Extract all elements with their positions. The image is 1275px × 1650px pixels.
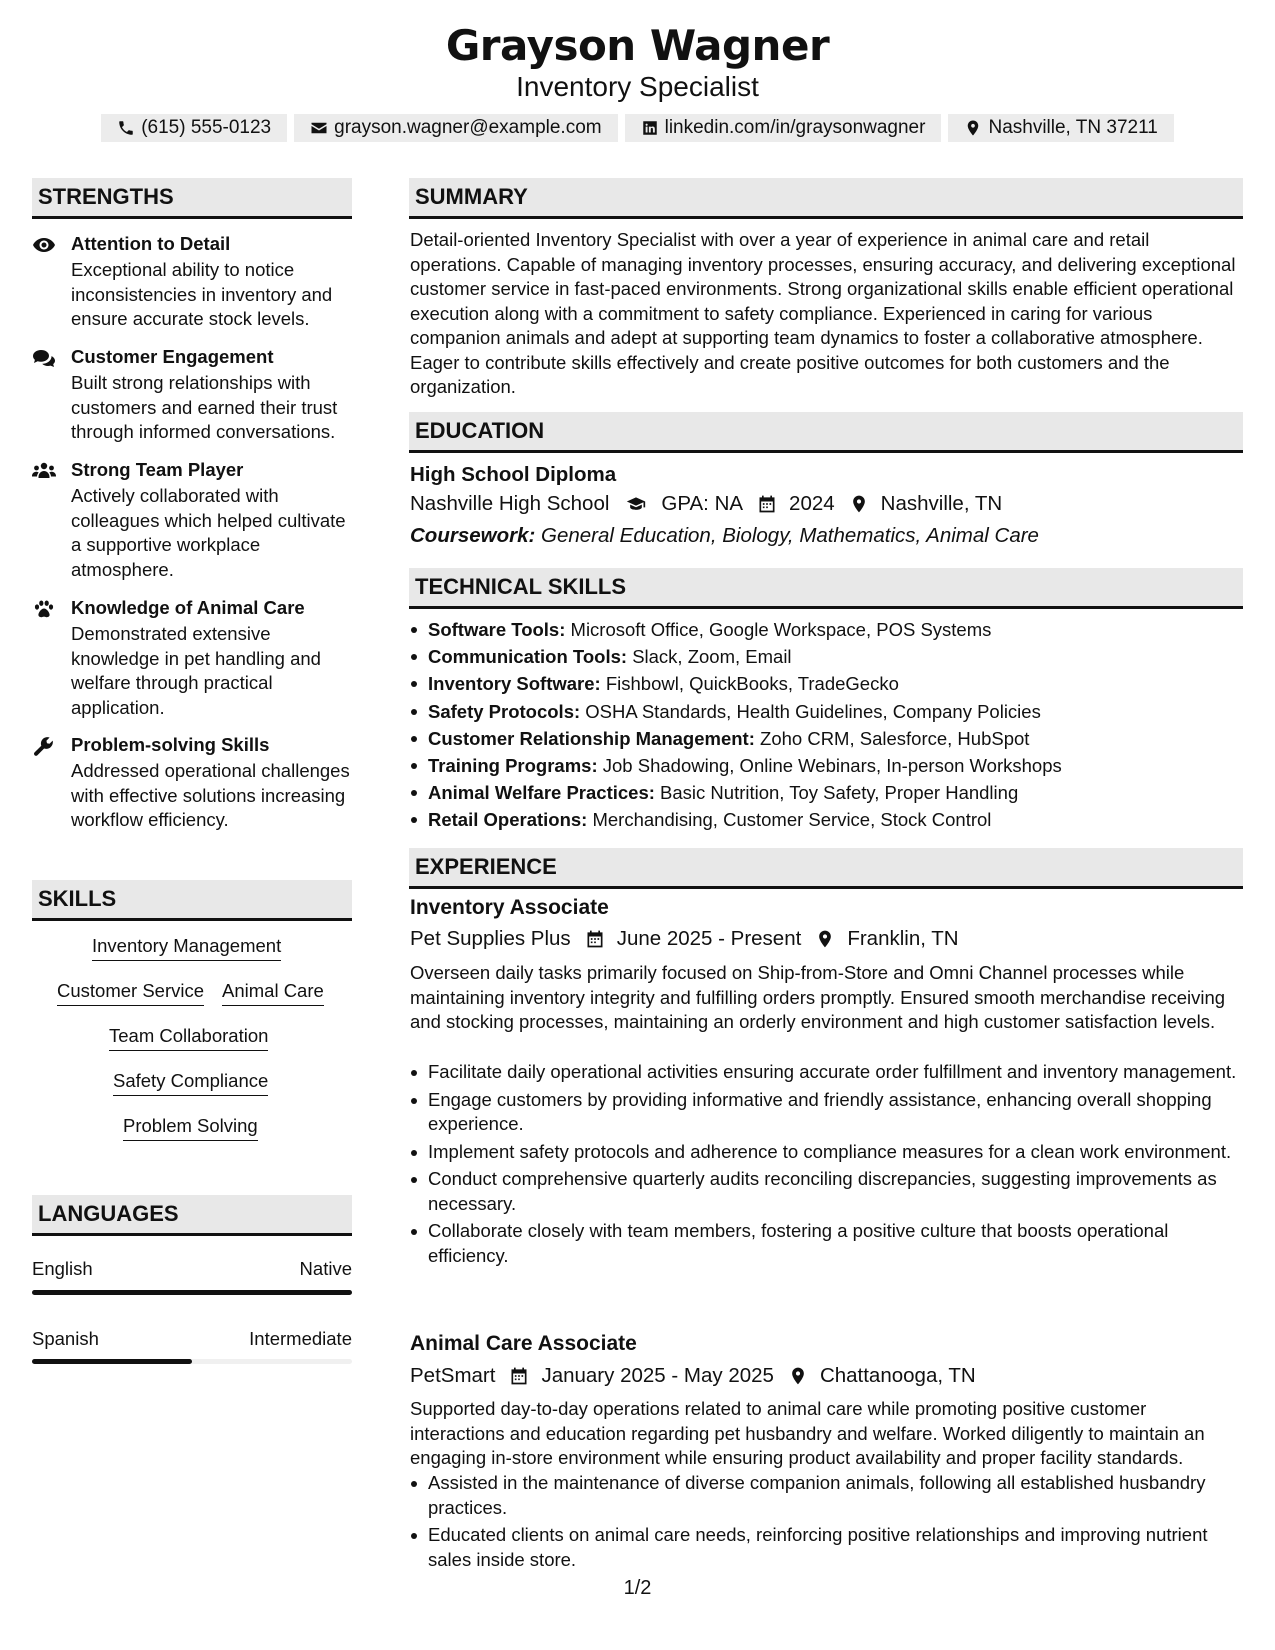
contact-bar (0, 114, 1275, 142)
education-gpa: GPA: NA (661, 492, 744, 515)
skill-values: Zoho CRM, Salesforce, HubSpot (760, 727, 1030, 749)
skill-category: Communication Tools: (428, 646, 628, 668)
technical-skill-item (428, 670, 1258, 697)
strength-description: Actively collaborated with colleagues which helped cultivate a supportive workplace atmosphere. (71, 485, 346, 580)
calendar-icon (509, 1366, 529, 1386)
skill-category: Retail Operations: (428, 809, 588, 831)
job-bullet: Conduct comprehensive quarterly audits reconciling discrepancies, suggesting improvements as necessary. (428, 1167, 1250, 1216)
skill-category: Inventory Software: (428, 673, 601, 695)
strength-description: Demonstrated extensive knowledge in pet handling and welfare through practical application. (71, 623, 321, 718)
strength-title: Problem-solving Skills (71, 734, 270, 755)
contact-location (948, 114, 1173, 142)
experience-heading: EXPERIENCE (409, 848, 1243, 889)
map-pin-icon (788, 1366, 808, 1386)
contact-email[interactable] (294, 114, 617, 142)
job-bullet: Educated clients on animal care needs, reinforcing positive relationships and improving nutrient sales inside store. (428, 1523, 1250, 1572)
job-title: Animal Care Associate (410, 1332, 637, 1355)
skill-category: Customer Relationship Management: (428, 727, 755, 749)
coursework-label: Coursework: (410, 524, 536, 547)
technical-skill-item (428, 643, 1258, 670)
graduation-cap-icon (623, 494, 649, 514)
technical-skills-list (410, 616, 1258, 834)
job-bullet: Collaborate closely with team members, fostering a positive culture that boosts operational efficiency. (428, 1219, 1250, 1268)
comments-icon (32, 347, 56, 369)
strength-title: Attention to Detail (71, 233, 231, 254)
contact-phone[interactable] (101, 114, 287, 142)
strength-title: Knowledge of Animal Care (71, 597, 305, 618)
skill-values: Basic Nutrition, Toy Safety, Proper Handling (660, 782, 1019, 804)
job-company: Pet Supplies Plus (410, 927, 571, 950)
page-number: 1/2 (623, 1577, 652, 1599)
skill-tag: Problem Solving (123, 1114, 258, 1141)
strength-title: Customer Engagement (71, 346, 274, 367)
skill-values: Fishbowl, QuickBooks, TradeGecko (605, 673, 899, 695)
language-level: Native (299, 1258, 352, 1279)
job-bullet: Implement safety protocols and adherence to compliance measures for a clean work environment. (428, 1140, 1250, 1165)
job-location: Franklin, TN (847, 927, 959, 950)
job-dates: January 2025 - May 2025 (541, 1364, 774, 1387)
linkedin-icon (641, 119, 659, 137)
job-bullets (410, 1060, 1250, 1271)
technical-skill-item (428, 752, 1258, 779)
education-location: Nashville, TN (880, 492, 1003, 515)
calendar-icon (757, 494, 777, 514)
map-pin-icon (815, 929, 835, 949)
languages-heading: LANGUAGES (32, 1195, 352, 1236)
contact-linkedin[interactable] (625, 114, 942, 142)
skills-heading: SKILLS (32, 880, 352, 921)
skill-category: Software Tools: (428, 619, 566, 640)
skill-tag: Animal Care (222, 979, 324, 1006)
education-meta (410, 490, 1002, 518)
language-proficiency-bar (32, 1359, 352, 1364)
skill-values: OSHA Standards, Health Guidelines, Company Policies (585, 700, 1041, 722)
skill-category: Animal Welfare Practices: (428, 782, 655, 804)
envelope-icon (310, 119, 328, 137)
skill-values: Job Shadowing, Online Webinars, In-person Workshops (602, 755, 1062, 777)
language-name: Spanish (32, 1328, 99, 1349)
wrench-icon (32, 735, 56, 757)
email-text: grayson.wagner@example.com (334, 117, 602, 138)
technical-skill-item (428, 698, 1258, 725)
strength-description: Addressed operational challenges with effective solutions increasing workflow efficiency. (71, 760, 350, 830)
education-degree: High School Diploma (410, 463, 617, 486)
candidate-role: Inventory Specialist (516, 71, 759, 102)
skill-values: Slack, Zoom, Email (632, 646, 792, 668)
location-text: Nashville, TN 37211 (988, 117, 1158, 138)
job-description: Supported day-to-day operations related to animal care while promoting positive customer interactions and education regarding pet husbandry and welfare. Worked diligently to maintain an engaging in-store environment while ensuring product availability and proper facility standards. (410, 1398, 1205, 1468)
users-icon (32, 460, 56, 482)
map-pin-icon (849, 494, 869, 514)
education-school: Nashville High School (410, 492, 610, 515)
technical-skill-item (428, 616, 1258, 643)
strength-description: Built strong relationships with customers and earned their trust through informed conversations. (71, 372, 338, 442)
calendar-icon (585, 929, 605, 949)
job-bullet: Facilitate daily operational activities ensuring accurate order fulfillment and inventory management. (428, 1060, 1250, 1085)
job-description: Overseen daily tasks primarily focused on Ship-from-Store and Omni Channel processes while maintaining inventory integrity and fulfilling orders promptly. Ensured smooth merchandise receiving and stocking processes, maintaining an orderly environment and high customer satisfaction levels. (410, 962, 1226, 1032)
education-coursework (410, 522, 1039, 550)
skill-tag: Inventory Management (92, 934, 281, 961)
education-heading: EDUCATION (409, 412, 1243, 453)
eye-icon (32, 234, 56, 256)
language-name: English (32, 1258, 93, 1279)
technical-skill-item (428, 806, 1258, 833)
coursework-list: General Education, Biology, Mathematics, Animal Care (541, 524, 1039, 547)
language-proficiency-fill (32, 1359, 192, 1364)
skill-tag: Customer Service (57, 979, 204, 1006)
skill-category: Training Programs: (428, 755, 598, 777)
skill-category: Safety Protocols: (428, 700, 581, 722)
job-bullet: Assisted in the maintenance of diverse companion animals, following all established husbandry practices. (428, 1471, 1250, 1520)
skill-values: Merchandising, Customer Service, Stock Control (592, 809, 992, 831)
linkedin-text: linkedin.com/in/graysonwagner (664, 117, 926, 138)
job-meta (410, 925, 959, 953)
strength-description: Exceptional ability to notice inconsistencies in inventory and ensure accurate stock levels. (71, 259, 333, 329)
job-title: Inventory Associate (410, 896, 609, 919)
phone-icon (117, 119, 135, 137)
strength-title: Strong Team Player (71, 459, 244, 480)
job-bullets (410, 1471, 1250, 1575)
map-pin-icon (964, 119, 982, 137)
technical-skill-item (428, 779, 1258, 806)
candidate-name: Grayson Wagner (445, 21, 830, 70)
job-meta (410, 1362, 976, 1390)
summary-heading: SUMMARY (409, 178, 1243, 219)
job-location: Chattanooga, TN (819, 1364, 976, 1387)
job-bullet: Engage customers by providing informative and friendly assistance, enhancing overall shopping experience. (428, 1088, 1250, 1137)
paw-icon (32, 598, 56, 620)
education-year: 2024 (789, 492, 835, 515)
summary-text: Detail-oriented Inventory Specialist with over a year of experience in animal care and retail operations. Capable of managing inventory processes, ensuring accuracy, and delivering exceptional customer service in fast-paced environments. Strong organizational skills enable efficient operational execution along with a commitment to safety compliance. Experienced in caring for various companion animals and adept at supporting team dynamics to foster a collaborative atmosphere. Eager to contribute skills effectively and create positive outcomes for both customers and the organization. (410, 229, 1236, 397)
job-company: PetSmart (410, 1364, 496, 1387)
language-proficiency-fill (32, 1290, 352, 1295)
technical-skill-item (428, 725, 1258, 752)
skill-tag: Safety Compliance (113, 1069, 268, 1096)
technical-skills-heading: TECHNICAL SKILLS (409, 568, 1243, 609)
phone-text: (615) 555-0123 (141, 117, 272, 138)
language-proficiency-bar (32, 1290, 352, 1295)
language-level: Intermediate (249, 1328, 352, 1349)
skill-tag: Team Collaboration (109, 1024, 268, 1051)
skill-values: Microsoft Office, Google Workspace, POS Systems (570, 619, 992, 640)
job-dates: June 2025 - Present (616, 927, 802, 950)
strengths-heading: STRENGTHS (32, 178, 352, 219)
